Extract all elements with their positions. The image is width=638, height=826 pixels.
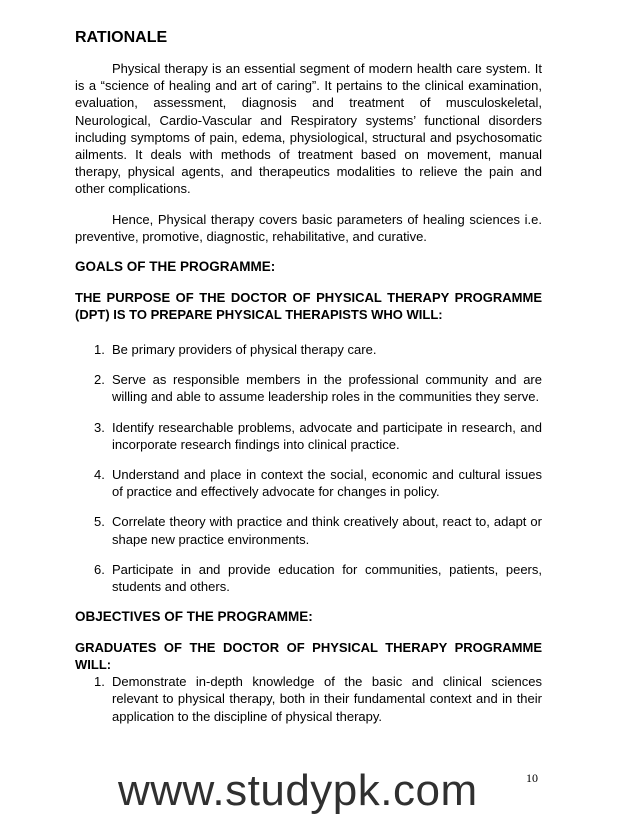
list-item-number: 2. [94,372,105,388]
studypk-watermark: www.studypk.com [118,766,478,815]
rationale-paragraph-1: Physical therapy is an essential segment of modern health care system. It is a “science of healing and art of caring”. It pertains to the clinical examination, evaluation, assessment, diagnosis and treatment of musculoskeletal, Neurological, Cardio-Vascular and Respiratory systems’ functional disorders including symptoms of pain, edema, physiological, structural and psychosomatic ailments. It deals with methods of treatment based on movement, manual therapy, physical agents, and therapeutics modalities to relieve the pain and other complications. [75,61,542,197]
list-item-text: Correlate theory with practice and think creatively about, react to, adapt or shape new practice environments. [112,514,542,547]
list-item [75,513,542,547]
list-item-text: Demonstrate in-depth knowledge of the basic and clinical sciences relevant to physical therapy, both in their fundamental context and in their application to the discipline of physical therapy. [112,674,542,724]
list-item-number: 5. [94,514,105,530]
list-item-number: 1. [94,342,105,358]
list-item [75,673,542,725]
list-item-number: 6. [94,561,105,577]
objectives-list [75,673,542,725]
list-item [75,561,542,595]
goals-subheading: THE PURPOSE OF THE DOCTOR OF PHYSICAL THERAPY PROGRAMME (DPT) IS TO PREPARE PHYSICAL THERAPISTS WHO WILL: [75,290,542,323]
list-item [75,371,542,405]
list-item [75,341,542,358]
list-item [75,419,542,453]
list-item [75,466,542,500]
list-item-text: Be primary providers of physical therapy care. [112,342,377,358]
list-item-number: 4. [94,467,105,483]
objectives-subheading: GRADUATES OF THE DOCTOR OF PHYSICAL THERAPY PROGRAMME WILL: [75,640,542,673]
objectives-heading: OBJECTIVES OF THE PROGRAMME: [75,609,313,625]
list-item-text: Participate in and provide education for communities, patients, peers, students and others. [112,561,542,595]
list-item-number: 3. [94,419,105,435]
rationale-heading: RATIONALE [75,29,168,46]
goals-heading: GOALS OF THE PROGRAMME: [75,259,276,275]
goals-list [75,341,542,595]
list-item-number: 1. [94,674,105,690]
list-item-text: Serve as responsible members in the professional community and are willing and able to assume leadership roles in the communities they serve. [112,372,542,405]
list-item-text: Understand and place in context the social, economic and cultural issues of practice and effectively advocate for changes in policy. [112,467,542,500]
document-page [75,28,542,738]
rationale-paragraph-2: Hence, Physical therapy covers basic parameters of healing sciences i.e. preventive, promotive, diagnostic, rehabilitative, and curative. [75,211,542,244]
page-number: 10 [526,771,538,785]
list-item-text: Identify researchable problems, advocate and participate in research, and incorporate research findings into clinical practice. [112,419,542,452]
